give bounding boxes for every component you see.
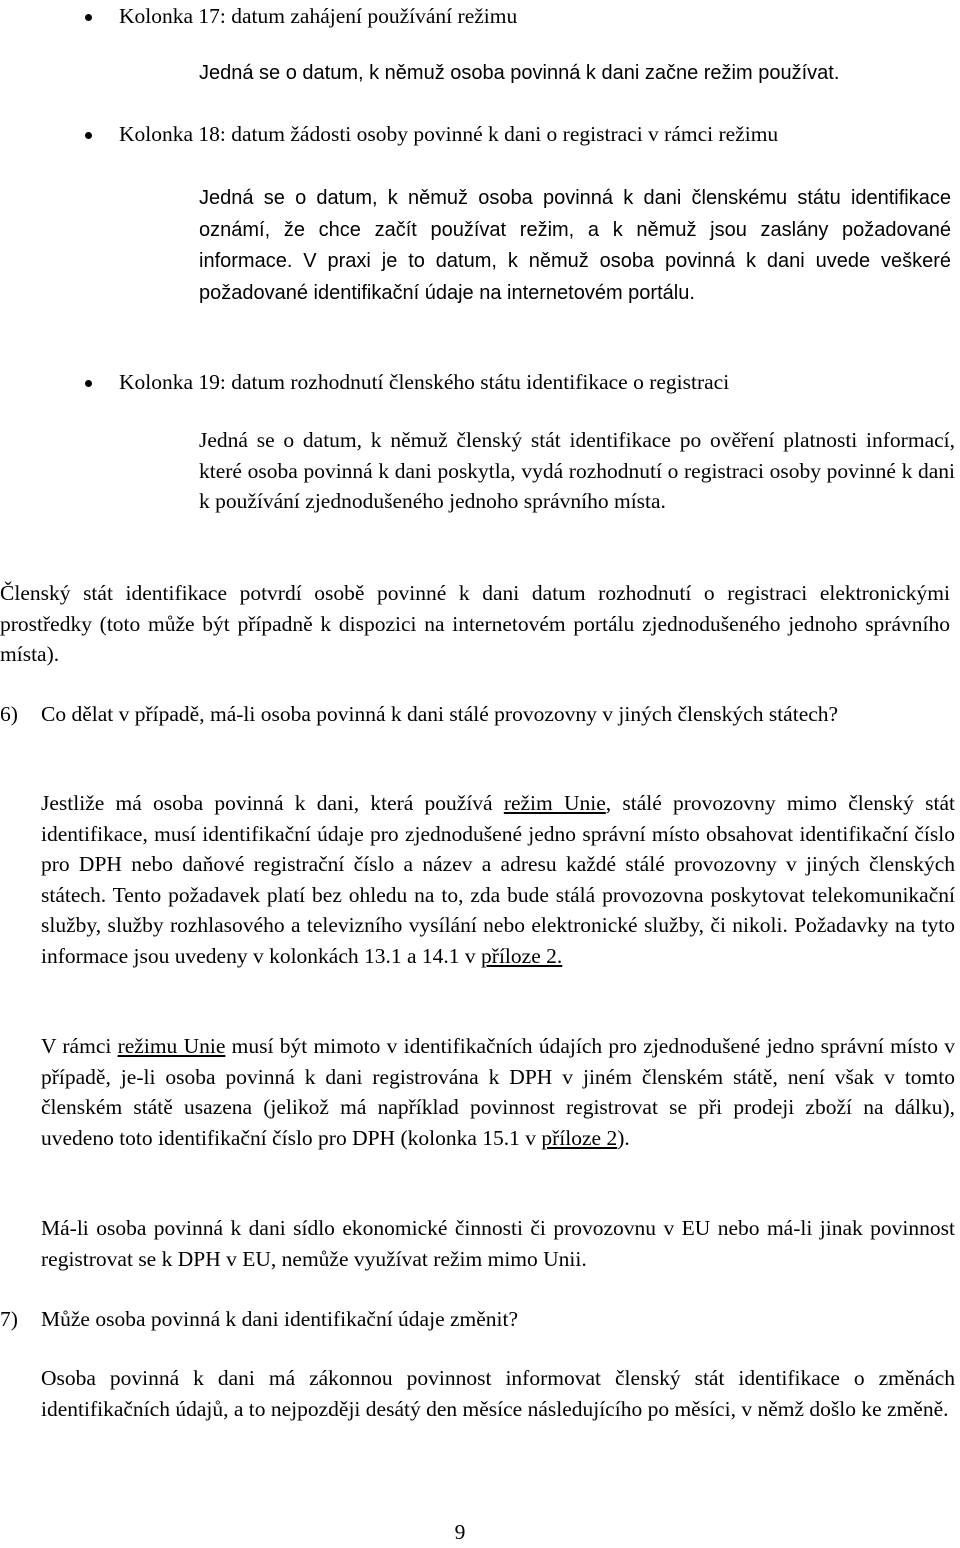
q7-paragraph-1: Osoba povinná k dani má zákonnou povinnost informovat členský stát identifikace o změnách identifikačních údajů, a to nejpozději desátý den měsíce následujícího po měsíci, v němž došlo ke změně. bbox=[41, 1366, 955, 1421]
question-7-text: Může osoba povinná k dani identifikační údaje změnit? bbox=[41, 1307, 519, 1331]
question-6-text: Co dělat v případě, má-li osoba povinná k dani stálé provozovny v jiných členských státech? bbox=[41, 702, 839, 726]
link-rezim-unie[interactable]: režim Unie bbox=[503, 791, 606, 815]
link-priloha-2[interactable]: příloze 2. bbox=[481, 943, 563, 968]
paragraph-confirm: Členský stát identifikace potvrdí osobě povinné k dani datum rozhodnutí o registraci elektronickými prostředky (toto může být případně k dispozici na internetovém portálu zjednodušeného jednoho správního místa). bbox=[0, 581, 950, 666]
bullet-icon bbox=[85, 14, 92, 21]
bullet-heading-19: Kolonka 19: datum rozhodnutí členského státu identifikace o registraci bbox=[119, 370, 730, 394]
q6-paragraph-3: Má-li osoba povinná k dani sídlo ekonomické činnosti či provozovnu v EU nebo má-li jinak povinnost registrovat se k DPH v EU, nemůže využívat režim mimo Unii. bbox=[41, 1216, 955, 1271]
bullet-text-17: Jedná se o datum, k němuž osoba povinná k dani začne režim používat. bbox=[199, 62, 840, 84]
q6-p1-text-b: , stálé provozovny mimo členský stát identifikace, musí identifikační údaje pro zjednodušené jedno správní místo obsahovat identifikační číslo pro DPH nebo daňové registrační číslo a název a adresu každé stálé provozovny v jiných členských státech. Tento požadavek platí bez ohledu na to, zda bude stálá provozovna poskytovat telekomunikační služby, služby rozhlasového a televizního vysílání nebo elektronické služby, či nikoli. Požadavky na tyto informace jsou uvedeny v kolonkách 13.1 a 14.1 v bbox=[41, 791, 955, 968]
question-7-number: 7) bbox=[0, 1307, 18, 1331]
link-priloze-2[interactable]: příloze 2 bbox=[541, 1125, 618, 1150]
q6-p2-text-a: V rámci bbox=[41, 1034, 118, 1058]
bullet-text-18-part2: V praxi je to datum, k němuž osoba povinná k dani uvede veškeré požadované identifikační údaje na internetovém portálu. bbox=[199, 250, 951, 304]
bullet-heading-18: Kolonka 18: datum žádosti osoby povinné k dani o registraci v rámci režimu bbox=[119, 122, 779, 146]
q6-p2-text-b: musí být mimoto v identifikačních údajích pro zjednodušené jedno správní místo v případě, je-li osoba povinná k dani registrována k DPH v jiném členském státě, není však v tomto členském státě usazena (jelikož má například povinnost registrovat se při prodeji zboží na dálku), uvedeno toto identifikační číslo pro DPH (kolonka 15.1 v bbox=[41, 1034, 955, 1150]
bullet-icon bbox=[85, 380, 92, 387]
q6-p2-text-c: ). bbox=[617, 1125, 630, 1150]
question-6-number: 6) bbox=[0, 702, 18, 726]
bullet-text-18 bbox=[199, 182, 951, 308]
bullet-text-18-part1: Jedná se o datum, k němuž osoba povinná k dani členskému státu identifikace oznámí, že chce začít používat režim, a k němuž jsou zaslány požadované informace. bbox=[199, 187, 951, 272]
q6-paragraph-2 bbox=[41, 1031, 955, 1153]
bullet-text-19: Jedná se o datum, k němuž členský stát identifikace po ověření platnosti informací, které osoba povinná k dani poskytla, vydá rozhodnutí o registraci osoby povinné k dani k používání zjednodušeného jednoho správního místa. bbox=[199, 428, 955, 513]
link-rezimu-unie[interactable]: režimu Unie bbox=[117, 1034, 226, 1058]
q6-p1-text-a: Jestliže má osoba povinná k dani, která používá bbox=[41, 791, 504, 815]
bullet-heading-17: Kolonka 17: datum zahájení používání režimu bbox=[119, 4, 518, 28]
page-number: 9 bbox=[454, 1520, 466, 1544]
q6-paragraph-1 bbox=[41, 788, 955, 971]
bullet-icon bbox=[85, 132, 92, 139]
